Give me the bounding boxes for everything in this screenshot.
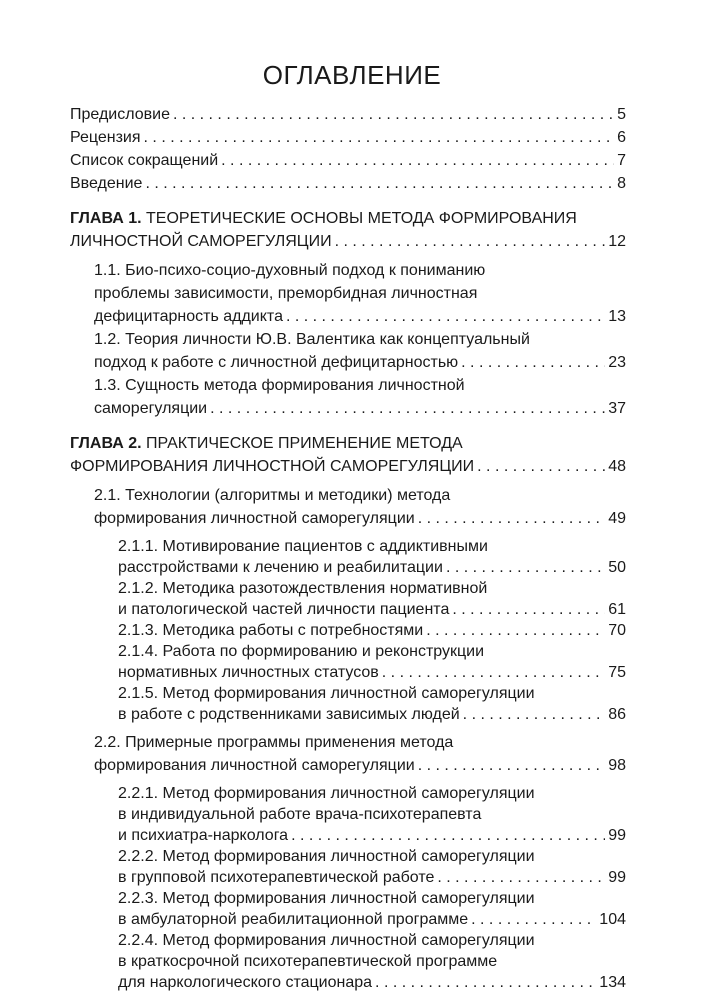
dot-leader bbox=[144, 126, 615, 149]
entry-page: 50 bbox=[608, 559, 626, 576]
entry-line: 1.1. Био-психо-социо-духовный подход к пониманию bbox=[94, 262, 486, 279]
entry-page: 75 bbox=[608, 664, 626, 681]
entry-page: 70 bbox=[608, 622, 626, 639]
dot-leader bbox=[210, 397, 605, 420]
entry-line: 2.1.3. Методика работы с потребностями bbox=[118, 622, 424, 639]
dot-leader bbox=[286, 305, 605, 328]
entry-page: 49 bbox=[608, 510, 626, 527]
chapter-1-heading-line1 bbox=[70, 207, 626, 230]
toc-section-1-2[interactable] bbox=[94, 328, 626, 374]
dot-leader bbox=[461, 351, 605, 374]
toc-subsection-2-2-1[interactable] bbox=[118, 783, 626, 846]
entry-line: 2.1. Технологии (алгоритмы и методики) метода bbox=[94, 487, 451, 504]
chapter-2-page: 48 bbox=[608, 458, 626, 475]
dot-leader bbox=[452, 599, 605, 620]
toc-entry-review[interactable] bbox=[70, 126, 626, 149]
toc-chapter-2[interactable] bbox=[70, 432, 626, 478]
entry-line: саморегуляции bbox=[94, 400, 208, 417]
dot-leader bbox=[291, 825, 605, 846]
toc-section-1-3[interactable] bbox=[94, 374, 626, 420]
dot-leader bbox=[463, 704, 606, 725]
entry-line: подход к работе с личностной дефицитарностью bbox=[94, 354, 459, 371]
dot-leader bbox=[418, 507, 606, 530]
entry-title: Введение bbox=[70, 175, 143, 192]
entry-line: и психиатра-нарколога bbox=[118, 827, 289, 844]
chapter-2-title-part2: ФОРМИРОВАНИЯ ЛИЧНОСТНОЙ САМОРЕГУЛЯЦИИ bbox=[70, 458, 475, 475]
toc-subsection-2-2-2[interactable] bbox=[118, 846, 626, 888]
entry-page: 86 bbox=[608, 706, 626, 723]
chapter-1-title-part2: ЛИЧНОСТНОЙ САМОРЕГУЛЯЦИИ bbox=[70, 233, 332, 250]
toc-entry-preface[interactable] bbox=[70, 103, 626, 126]
entry-line: расстройствами к лечению и реабилитации bbox=[118, 559, 443, 576]
entry-line: 2.1.5. Метод формирования личностной саморегуляции bbox=[118, 685, 535, 702]
dot-leader bbox=[335, 230, 606, 253]
dot-leader bbox=[437, 867, 605, 888]
dot-leader bbox=[418, 754, 606, 777]
dot-leader bbox=[375, 972, 596, 993]
toc-section-2-2[interactable] bbox=[94, 731, 626, 777]
entry-page: 13 bbox=[608, 308, 626, 325]
toc-subsection-2-1-5[interactable] bbox=[118, 683, 626, 725]
entry-page: 61 bbox=[608, 601, 626, 618]
entry-line: формирования личностной саморегуляции bbox=[94, 757, 415, 774]
entry-line: 2.2.4. Метод формирования личностной саморегуляции bbox=[118, 932, 535, 949]
entry-line: 2.1.2. Методика разотождествления нормативной bbox=[118, 580, 488, 597]
dot-leader bbox=[145, 172, 614, 195]
dot-leader bbox=[173, 103, 614, 126]
entry-page: 8 bbox=[617, 175, 626, 192]
entry-page: 98 bbox=[608, 757, 626, 774]
toc-subsection-2-1-2[interactable] bbox=[118, 578, 626, 620]
entry-line: нормативных личностных статусов bbox=[118, 664, 379, 681]
chapter-1-page: 12 bbox=[608, 233, 626, 250]
toc-subsection-2-1-3[interactable] bbox=[118, 620, 626, 641]
dot-leader bbox=[221, 149, 614, 172]
entry-line: в краткосрочной психотерапевтической программе bbox=[118, 953, 498, 970]
entry-page: 134 bbox=[599, 974, 626, 991]
entry-line: в индивидуальной работе врача-психотерапевта bbox=[118, 806, 482, 823]
entry-page: 5 bbox=[617, 106, 626, 123]
entry-page: 7 bbox=[617, 152, 626, 169]
chapter-1-label: ГЛАВА 1. bbox=[70, 210, 142, 227]
entry-title: Список сокращений bbox=[70, 152, 219, 169]
chapter-2-heading-line1 bbox=[70, 432, 626, 455]
toc-section-1-1[interactable] bbox=[94, 259, 626, 328]
entry-page: 6 bbox=[617, 129, 626, 146]
entry-line: 2.2.3. Метод формирования личностной саморегуляции bbox=[118, 890, 535, 907]
dot-leader bbox=[471, 909, 596, 930]
entry-page: 99 bbox=[608, 869, 626, 886]
toc-section-2-1[interactable] bbox=[94, 484, 626, 530]
dot-leader bbox=[426, 620, 605, 641]
entry-line: в групповой психотерапевтической работе bbox=[118, 869, 435, 886]
entry-title: Предисловие bbox=[70, 106, 170, 123]
chapter-2-title-part1: ПРАКТИЧЕСКОЕ ПРИМЕНЕНИЕ МЕТОДА bbox=[146, 435, 463, 452]
entry-page: 99 bbox=[608, 827, 626, 844]
page-title: ОГЛАВЛЕНИЕ bbox=[262, 60, 442, 90]
entry-line: в работе с родственниками зависимых людей bbox=[118, 706, 460, 723]
chapter-1-title-part1: ТЕОРЕТИЧЕСКИЕ ОСНОВЫ МЕТОДА ФОРМИРОВАНИЯ bbox=[146, 210, 577, 227]
toc-entry-abbreviations[interactable] bbox=[70, 149, 626, 172]
table-of-contents bbox=[70, 103, 626, 993]
entry-page: 23 bbox=[608, 354, 626, 371]
entry-page: 104 bbox=[599, 911, 626, 928]
toc-subsection-2-1-4[interactable] bbox=[118, 641, 626, 683]
entry-page: 37 bbox=[608, 400, 626, 417]
entry-line: проблемы зависимости, преморбидная личностная bbox=[94, 285, 478, 302]
entry-title: Рецензия bbox=[70, 129, 141, 146]
toc-subsection-2-1-1[interactable] bbox=[118, 536, 626, 578]
toc-chapter-1[interactable] bbox=[70, 207, 626, 253]
entry-line: и патологической частей личности пациента bbox=[118, 601, 450, 618]
entry-line: 2.1.4. Работа по формированию и реконструкции bbox=[118, 643, 485, 660]
entry-line: для наркологического стационара bbox=[118, 974, 373, 991]
dot-leader bbox=[477, 455, 605, 478]
dot-leader bbox=[382, 662, 605, 683]
toc-subsection-2-2-3[interactable] bbox=[118, 888, 626, 930]
entry-line: 2.2.1. Метод формирования личностной саморегуляции bbox=[118, 785, 535, 802]
entry-line: 1.3. Сущность метода формирования личностной bbox=[94, 377, 465, 394]
dot-leader bbox=[446, 557, 605, 578]
entry-line: 2.2. Примерные программы применения метода bbox=[94, 734, 454, 751]
entry-line: дефицитарность аддикта bbox=[94, 308, 283, 325]
entry-line: 1.2. Теория личности Ю.В. Валентика как концептуальный bbox=[94, 331, 530, 348]
toc-subsection-2-2-4[interactable] bbox=[118, 930, 626, 993]
entry-line: 2.2.2. Метод формирования личностной саморегуляции bbox=[118, 848, 535, 865]
chapter-2-label: ГЛАВА 2. bbox=[70, 435, 142, 452]
entry-line: в амбулаторной реабилитационной программе bbox=[118, 911, 469, 928]
entry-line: формирования личностной саморегуляции bbox=[94, 510, 415, 527]
toc-entry-introduction[interactable] bbox=[70, 172, 626, 195]
entry-line: 2.1.1. Мотивирование пациентов с аддиктивными bbox=[118, 538, 488, 555]
